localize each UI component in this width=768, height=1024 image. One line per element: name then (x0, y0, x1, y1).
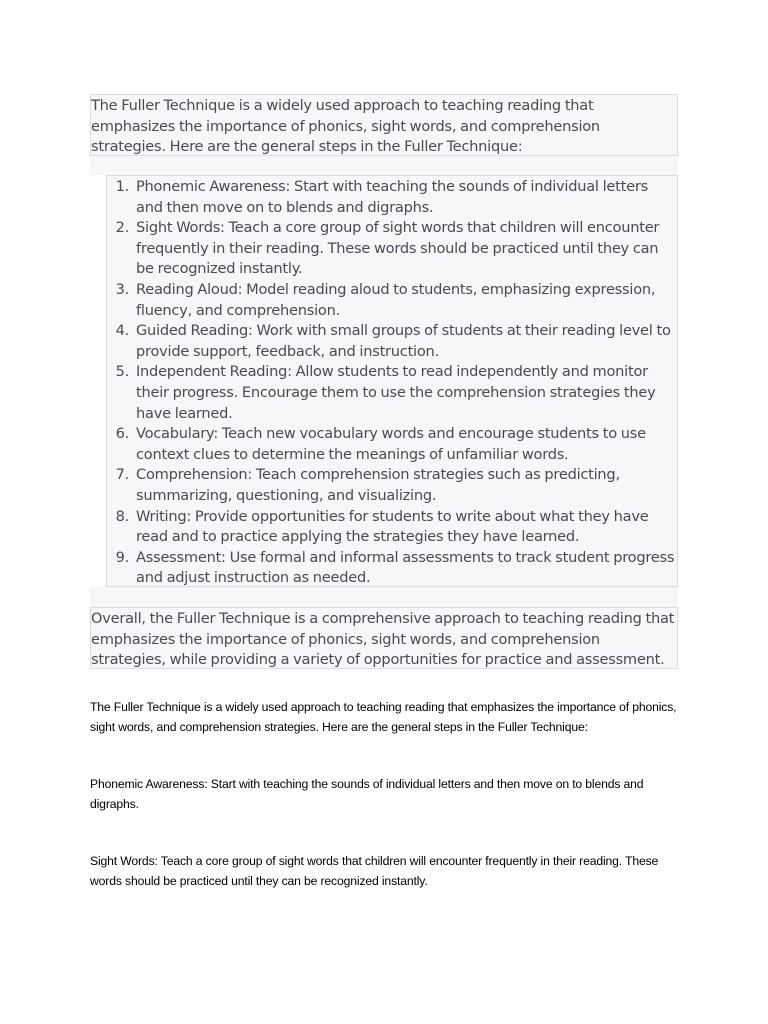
list-item-text: Reading Aloud: Model reading aloud to students, emphasizing expression, fluency, and comprehension. (136, 280, 656, 319)
list-item-text: Vocabulary: Teach new vocabulary words and encourage students to use context clues to determine the meanings of unfamiliar words. (136, 425, 646, 463)
plain-paragraph-intro: The Fuller Technique is a widely used approach to teaching reading that emphasizes the importance of phonics, sight words, and comprehension strategies. Here are the general steps in the Fuller Technique: (90, 700, 677, 734)
list-item (107, 507, 677, 548)
summary-text-box (90, 607, 678, 669)
steps-list-box (106, 175, 678, 587)
plain-paragraph-sight-words: Sight Words: Teach a core group of sight words that children will encounter frequently in their reading. These words should be practiced until they can be recognized instantly. (90, 854, 659, 888)
list-item-text: Guided Reading: Work with small groups of students at their reading level to provide support, feedback, and instruction. (136, 322, 671, 360)
list-item-number: 7. (115, 466, 129, 484)
list-item-text: Independent Reading: Allow students to read independently and monitor their progress. Encourage them to use the comprehension strategies they have learned. (136, 363, 656, 422)
plain-paragraph-phonemic: Phonemic Awareness: Start with teaching the sounds of individual letters and then move on to blends and digraphs. (90, 777, 644, 811)
list-item-number: 4. (115, 322, 129, 340)
list-item-text: Writing: Provide opportunities for students to write about what they have read and to practice applying the strategies they have learned. (136, 507, 649, 546)
list-item-text: Sight Words: Teach a core group of sight words that children will encounter frequently in their reading. These words should be practiced until they can be recognized instantly. (136, 219, 660, 278)
list-item-text: Comprehension: Teach comprehension strategies such as predicting, summarizing, questioning, and visualizing. (136, 466, 620, 504)
list-item (107, 465, 677, 506)
list-item-number: 5. (115, 363, 129, 381)
box-spacer (90, 156, 678, 175)
box-spacer (90, 587, 678, 607)
list-item (107, 548, 677, 589)
list-item (107, 177, 677, 218)
intro-text-box (90, 94, 678, 156)
list-item (107, 218, 677, 280)
list-item (107, 362, 677, 424)
list-item-number: 3. (115, 280, 129, 298)
list-item-number: 2. (115, 219, 129, 237)
intro-paragraph: The Fuller Technique is a widely used approach to teaching reading that emphasizes the importance of phonics, sight words, and comprehension strategies. Here are the general steps in the Fuller Technique: (91, 97, 600, 156)
list-item-number: 9. (115, 548, 129, 566)
list-item-number: 8. (115, 507, 129, 525)
list-item-number: 1. (115, 178, 129, 195)
summary-paragraph: Overall, the Fuller Technique is a comprehensive approach to teaching reading that emphasizes the importance of phonics, sight words, and comprehension strategies, while providing a variety of opportunities for practice and assessment. (91, 610, 675, 669)
list-item-text: Assessment: Use formal and informal assessments to track student progress and adjust instruction as needed. (136, 548, 675, 587)
steps-list (107, 177, 677, 589)
list-item (107, 424, 677, 465)
list-item-text: Phonemic Awareness: Start with teaching the sounds of individual letters and then move on to blends and digraphs. (136, 178, 648, 216)
list-item (107, 321, 677, 362)
list-item (107, 280, 677, 321)
list-item-number: 6. (115, 425, 129, 443)
